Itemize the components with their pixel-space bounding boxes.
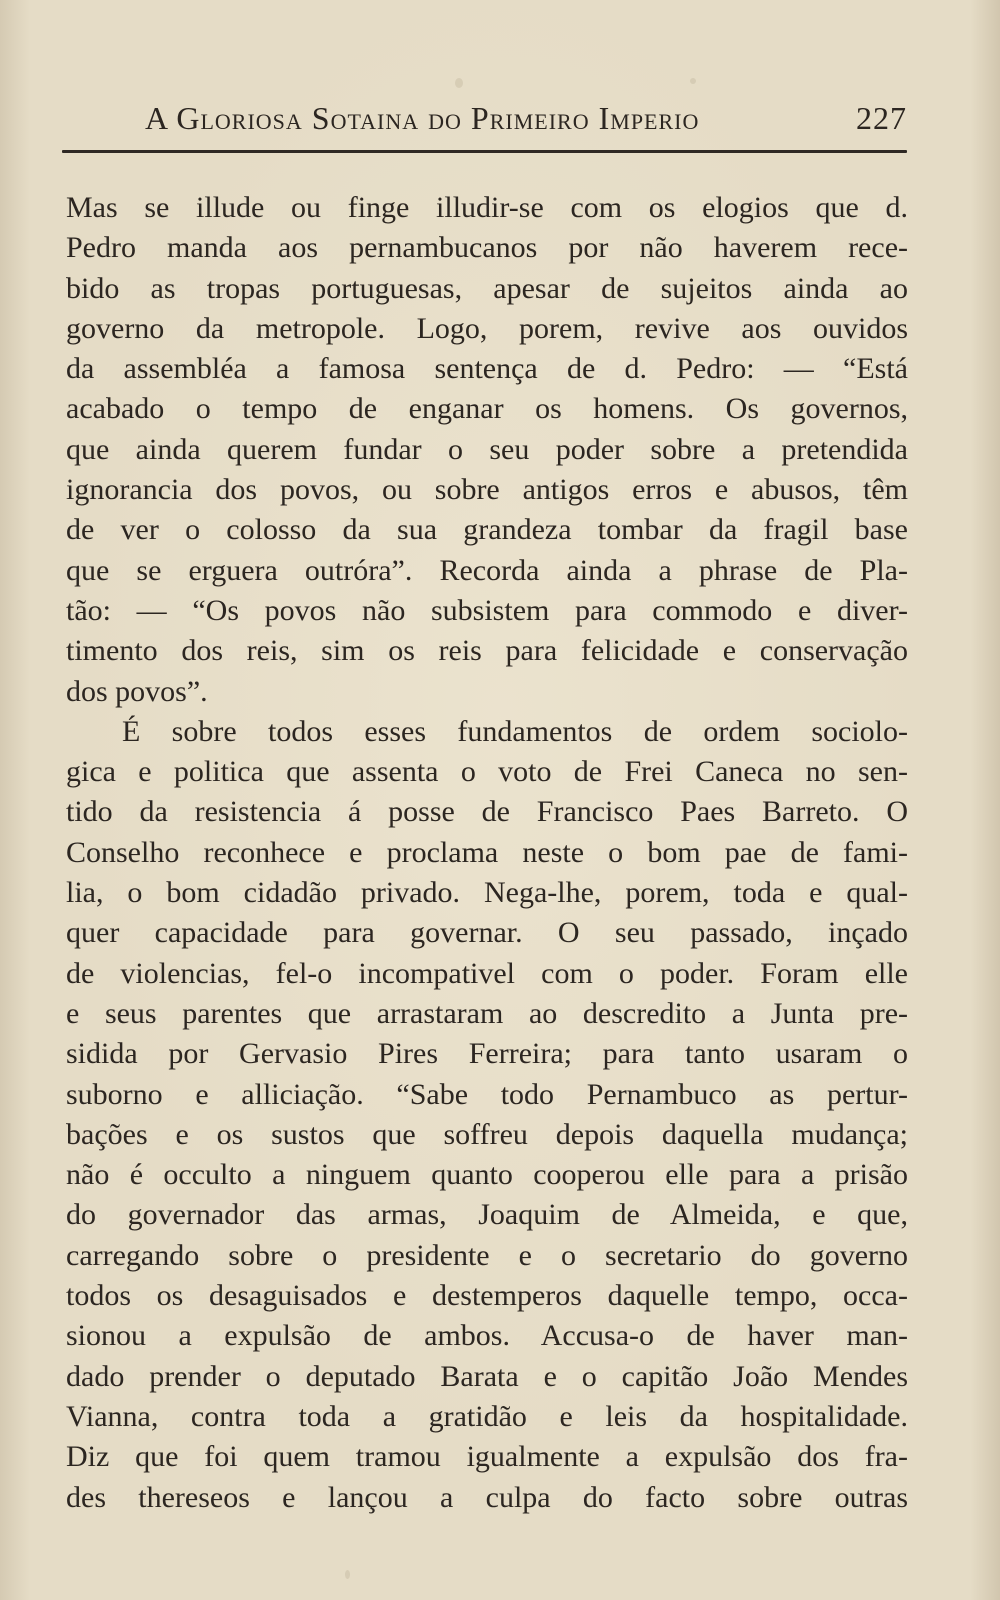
paper-stain — [690, 78, 696, 84]
text-line: tão: — “Os povos não subsistem para commodo e diver- — [66, 593, 908, 627]
text-line: do governador das armas, Joaquim de Almeida, e que, — [66, 1198, 908, 1232]
text-line: carregando sobre o presidente e o secretario do governo — [66, 1238, 908, 1272]
paper-stain — [345, 1570, 350, 1579]
text-line: ignorancia dos povos, ou sobre antigos erros e abusos, têm — [66, 473, 908, 507]
running-header — [145, 100, 907, 150]
text-line: Conselho reconhece e proclama neste o bom pae de fami- — [66, 835, 908, 869]
text-line: Pedro manda aos pernambucanos por não haverem rece- — [66, 231, 908, 265]
text-line: bido as tropas portuguesas, apesar de sujeitos ainda ao — [66, 271, 908, 305]
text-line: tido da resistencia á posse de Francisco Paes Barreto. O — [66, 795, 908, 829]
paragraph-first-line: É sobre todos esses fundamentos de ordem sociolo- — [122, 714, 908, 748]
header-rule — [62, 150, 907, 153]
text-line: suborno e alliciação. “Sabe todo Pernambuco as pertur- — [66, 1077, 908, 1111]
paragraph-last-line: dos povos”. — [66, 674, 208, 708]
page-number: 227 — [856, 100, 907, 136]
text-line: sidida por Gervasio Pires Ferreira; para tanto usaram o — [66, 1037, 908, 1071]
text-line: não é occulto a ninguem quanto cooperou elle para a prisão — [66, 1158, 908, 1192]
text-line: gica e politica que assenta o voto de Frei Caneca no sen- — [66, 755, 908, 789]
text-line: bações e os sustos que soffreu depois daquella mudança; — [66, 1117, 908, 1151]
text-line: acabado o tempo de enganar os homens. Os governos, — [66, 392, 908, 426]
text-line: timento dos reis, sim os reis para felicidade e conservação — [66, 634, 908, 668]
text-line: de ver o colosso da sua grandeza tombar da fragil base — [66, 513, 908, 547]
text-line: de violencias, fel-o incompativel com o poder. Foram elle — [66, 956, 908, 990]
text-line: Mas se illude ou finge illudir-se com os elogios que d. — [66, 191, 908, 224]
text-line: Vianna, contra toda a gratidão e leis da hospitalidade. — [66, 1399, 908, 1433]
body-text — [66, 188, 908, 1518]
text-line: sionou a expulsão de ambos. Accusa-o de haver man- — [66, 1319, 908, 1353]
text-line: des thereseos e lançou a culpa do facto sobre outras — [66, 1480, 908, 1514]
text-line: todos os desaguisados e destemperos daquelle tempo, occa- — [66, 1279, 908, 1313]
text-line: e seus parentes que arrastaram ao descredito a Junta pre- — [66, 996, 908, 1030]
text-line: da assembléa a famosa sentença de d. Pedro: — “Está — [66, 352, 908, 386]
text-line: dado prender o deputado Barata e o capitão João Mendes — [66, 1359, 908, 1393]
text-line: Diz que foi quem tramou igualmente a expulsão dos fra- — [66, 1440, 908, 1474]
text-line: quer capacidade para governar. O seu passado, inçado — [66, 916, 908, 950]
running-title: A Gloriosa Sotaina do Primeiro Imperio — [145, 100, 700, 136]
text-line: governo da metropole. Logo, porem, revive aos ouvidos — [66, 311, 908, 345]
text-line: que se erguera outróra”. Recorda ainda a phrase de Pla- — [66, 553, 908, 587]
paper-stain — [455, 78, 463, 88]
text-line: que ainda querem fundar o seu poder sobre a pretendida — [66, 432, 908, 466]
text-line: lia, o bom cidadão privado. Nega-lhe, porem, toda e qual- — [66, 876, 908, 910]
